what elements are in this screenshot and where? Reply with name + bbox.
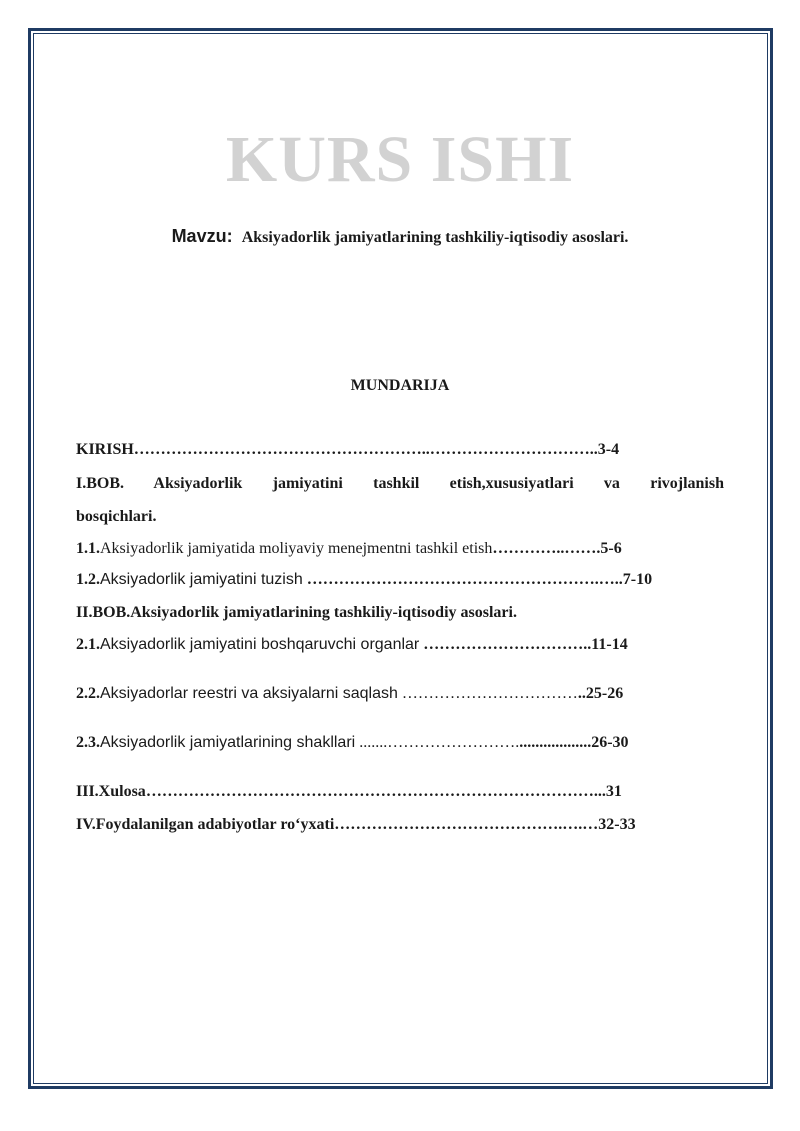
document-title: KURS ISHI [225, 123, 575, 196]
toc-dots: ………………………………………………..………………………… [133, 441, 590, 458]
toc-entry-kirish [76, 441, 619, 459]
toc-heading: MUNDARIJA [350, 377, 450, 394]
toc-page-number: 32-33 [598, 816, 636, 833]
subject-line [0, 226, 800, 247]
toc-dots: …………………………… [397, 685, 578, 702]
toc-entry-1-1 [76, 540, 622, 558]
toc-page-number: 7-10 [622, 571, 653, 588]
toc-entry-title: Aksiyadorlik jamiyatlarining shakllari [100, 734, 356, 751]
toc-page-number: 5-6 [600, 540, 622, 557]
toc-entry-label: III.Xulosa [76, 783, 146, 800]
toc-dots: ………………………….. [419, 636, 592, 653]
toc-page-number: ..................26-30 [519, 734, 629, 751]
subject-text: Aksiyadorlik jamiyatlarining tashkiliy-iqtisodiy asoslari. [241, 229, 629, 246]
toc-entry-label: IV.Foydalanilgan adabiyotlar ro‘yxati [76, 816, 335, 833]
toc-entry-2-2 [76, 685, 623, 703]
subject-label: Mavzu: [171, 226, 233, 246]
toc-entry-number: 1.2. [76, 571, 100, 588]
toc-page-number: ..25-26 [577, 685, 624, 702]
toc-chapter-1-line2: bosqichlari. [76, 508, 157, 525]
toc-entry-title: Aksiyadorlik jamiyatini boshqaruvchi organlar [100, 636, 420, 653]
toc-chapter-1-line1: I.BOB. Aksiyadorlik jamiyatini tashkil etish,xususiyatlari va rivojlanish [76, 475, 724, 492]
toc-page-number: 11-14 [591, 636, 628, 653]
toc-dots: …………..……. [492, 540, 601, 557]
toc-entry-conclusion [76, 783, 622, 801]
toc-dots: …………………………………….….… [334, 816, 599, 833]
toc-entry-references [76, 816, 636, 834]
toc-page-number: ...31 [593, 783, 622, 800]
toc-page-number: ..3-4 [589, 441, 620, 458]
toc-dots: .......……………………. [355, 734, 520, 751]
toc-entry-1-2 [76, 571, 652, 589]
toc-entry-number: 1.1. [76, 540, 100, 557]
toc-chapter-2: II.BOB.Aksiyadorlik jamiyatlarining tashkiliy-iqtisodiy asoslari. [76, 604, 517, 621]
toc-entry-label: KIRISH [76, 441, 134, 458]
toc-entry-number: 2.3. [76, 734, 100, 751]
toc-dots: ………………………………………………………………………… [145, 783, 594, 800]
toc-entry-number: 2.2. [76, 685, 100, 702]
toc-entry-2-1 [76, 636, 628, 654]
toc-entry-title: Aksiyadorlik jamiyatini tuzish [100, 571, 303, 588]
toc-entry-number: 2.1. [76, 636, 100, 653]
toc-entry-title: Aksiyadorlik jamiyatida moliyaviy menejmentni tashkil etish [100, 540, 493, 557]
toc-entry-title: Aksiyadorlar reestri va aksiyalarni saqlash [100, 685, 398, 702]
toc-entry-2-3 [76, 734, 629, 752]
toc-dots: ……………………………………………….….. [302, 571, 623, 588]
